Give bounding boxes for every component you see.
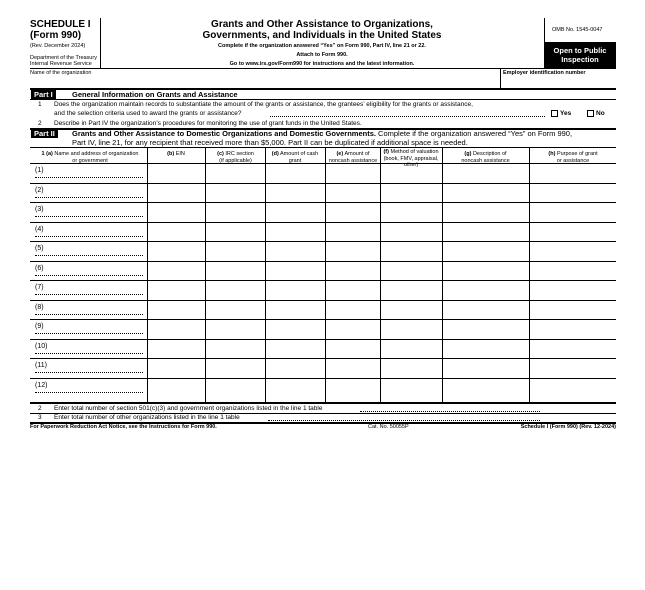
open-to-public-line2: Inspection: [561, 55, 599, 64]
col-e-label2: noncash assistance: [328, 157, 378, 164]
q1-leader-dots: [270, 116, 545, 117]
row-number: (4): [35, 226, 44, 233]
open-to-public-badge: [544, 42, 616, 68]
ein-divider: [500, 68, 501, 89]
col-d-label: Amount of cash: [280, 151, 319, 157]
col-b-header: [148, 151, 204, 158]
table-row[interactable]: [30, 300, 616, 320]
col-f-label3: other): [403, 162, 419, 168]
col-c-letter: (c): [217, 151, 224, 157]
line2-leader-dots: [360, 411, 540, 412]
instruction-line3: Go to www.irs.gov/Form990 for instructions and the latest information.: [229, 61, 415, 67]
open-to-public-line1: Open to Public: [553, 46, 607, 55]
col-g-letter: (g): [464, 151, 472, 157]
col-c-label2: (if applicable): [219, 157, 252, 164]
part2-text1: Complete if the organization answered “Yes” on Form 990,: [375, 129, 573, 138]
row-number: (7): [35, 284, 44, 291]
irs-label: Internal Revenue Service: [30, 61, 92, 67]
ein-field[interactable]: [503, 77, 615, 88]
org-name-label: Name of the organization: [30, 70, 92, 76]
row-address-dotline: [35, 353, 143, 354]
col-h-label: Purpose of grant: [556, 151, 598, 157]
row-number: (6): [35, 265, 44, 272]
department: Department of the Treasury: [30, 55, 97, 61]
table-row[interactable]: [30, 241, 616, 261]
part1-title-rule: [30, 99, 616, 100]
q1-text-line2: and the selection criteria used to award the grants or assistance?: [54, 110, 242, 117]
instruction-line1: Complete if the organization answered “Yes” on Form 990, Part IV, line 21 or 22.: [218, 43, 426, 49]
header-bottom-rule: [30, 68, 616, 69]
col-h-label2: or assistance: [556, 157, 590, 164]
row-number: (9): [35, 323, 44, 330]
col-b-letter: (b): [167, 151, 175, 157]
footer-paperwork-notice: For Paperwork Reduction Act Notice, see the Instructions for Form 990.: [30, 424, 217, 430]
col-a-label2: or government: [72, 157, 108, 164]
row-number: (12): [35, 382, 48, 389]
row-number: (8): [35, 304, 44, 311]
q1-no-label: No: [596, 110, 605, 117]
row-number: (1): [35, 167, 44, 174]
part2-title: Grants and Other Assistance to Domestic Organizations and Domestic Governments.: [72, 129, 376, 138]
row-address-dotline: [35, 275, 143, 276]
col-d-letter: (d): [271, 151, 279, 157]
q1-yes-checkbox[interactable]: [551, 110, 558, 117]
table-row[interactable]: [30, 183, 616, 203]
col-b-label: EIN: [175, 151, 185, 157]
part2-instructions-line2: Part IV, line 21, for any recipient that received more than $5,000. Part II can be duplicated if additional space is needed.: [72, 138, 468, 147]
row-address-dotline: [35, 216, 143, 217]
part1-title: General Information on Grants and Assistance: [72, 90, 238, 99]
q2-text: Describe in Part IV the organization’s procedures for monitoring the use of grant funds in the United States.: [54, 120, 362, 127]
col-e-label: Amount of: [344, 151, 370, 157]
row-address-dotline: [35, 255, 143, 256]
line3-leader-dots: [268, 420, 540, 421]
footer-form-id: [475, 424, 616, 431]
revision-date: (Rev. December 2024): [30, 43, 86, 49]
row-number: (5): [35, 245, 44, 252]
row-number: (11): [35, 362, 47, 369]
form-number: (Form 990): [30, 30, 82, 41]
part1-label: Part I: [31, 90, 56, 99]
row-address-dotline: [35, 314, 143, 315]
table-row[interactable]: [30, 163, 616, 183]
col-g-label2: noncash assistance: [461, 157, 510, 164]
q1-yes-label: Yes: [560, 110, 572, 117]
row-address-dotline: [35, 294, 143, 295]
footer-form-id-text: Schedule I (Form 990) (Rev. 12-2024): [520, 424, 616, 430]
col-h-letter: (h): [548, 151, 556, 157]
footer-cat-number: Cat. No. 50055P: [368, 424, 409, 430]
table-row[interactable]: [30, 222, 616, 242]
form-title-line2: Governments, and Individuals in the United States: [202, 30, 442, 41]
q1-number: 1: [38, 101, 42, 108]
q1-text-line1: Does the organization maintain records to substantiate the amount of the grants or assistance, the grantees’ eligibility for the grants or assistance,: [54, 101, 473, 108]
row-address-dotline: [35, 177, 143, 178]
row-number: (3): [35, 206, 44, 213]
table-row[interactable]: [30, 339, 616, 359]
row-number: (10): [35, 343, 48, 350]
col-f-label2: (book, FMV, appraisal,: [383, 155, 439, 162]
row-address-dotline: [35, 392, 143, 393]
ein-label: Employer identification number: [503, 70, 586, 76]
col-c-label: IRC section: [225, 151, 254, 157]
table-row[interactable]: [30, 378, 616, 398]
col-d-label2: grant: [288, 157, 302, 164]
table-row[interactable]: [30, 261, 616, 281]
col-f-letter: (f): [383, 149, 389, 155]
col-a-label: Name and address of organization: [54, 151, 139, 157]
row-address-dotline: [35, 372, 143, 373]
form-title-line1: Grants and Other Assistance to Organizations,: [211, 19, 433, 30]
omb-number: OMB No. 1545-0047: [552, 27, 603, 33]
line2-number: 2: [38, 405, 42, 412]
col-a-line-number: 1: [41, 151, 45, 157]
part2-label: Part II: [31, 129, 58, 138]
q1-no-checkbox[interactable]: [587, 110, 594, 117]
part2-instructions-line1: [72, 129, 572, 138]
row-number: (2): [35, 187, 44, 194]
table-row[interactable]: [30, 358, 616, 378]
row-address-dotline: [35, 236, 143, 237]
col-a-letter: (a): [46, 151, 53, 157]
org-name-field[interactable]: [30, 77, 500, 88]
q2-number: 2: [38, 120, 42, 127]
table-bottom-rule: [30, 402, 616, 404]
col-g-label: Description of: [472, 151, 507, 157]
row-address-dotline: [35, 197, 143, 198]
schedule-title: SCHEDULE I: [30, 19, 91, 30]
col-f-label: Method of valuation: [390, 149, 439, 155]
table-row[interactable]: [30, 202, 616, 222]
line2-text: Enter total number of section 501(c)(3) and government organizations listed in the line 1 table: [54, 405, 323, 412]
instruction-line2: Attach to Form 990.: [296, 52, 348, 58]
line3-text: Enter total number of other organizations listed in the line 1 table: [54, 414, 240, 421]
col-e-letter: (e): [336, 151, 344, 157]
row-address-dotline: [35, 333, 143, 334]
line3-number: 3: [38, 414, 42, 421]
table-row[interactable]: [30, 280, 616, 300]
table-row[interactable]: [30, 319, 616, 339]
